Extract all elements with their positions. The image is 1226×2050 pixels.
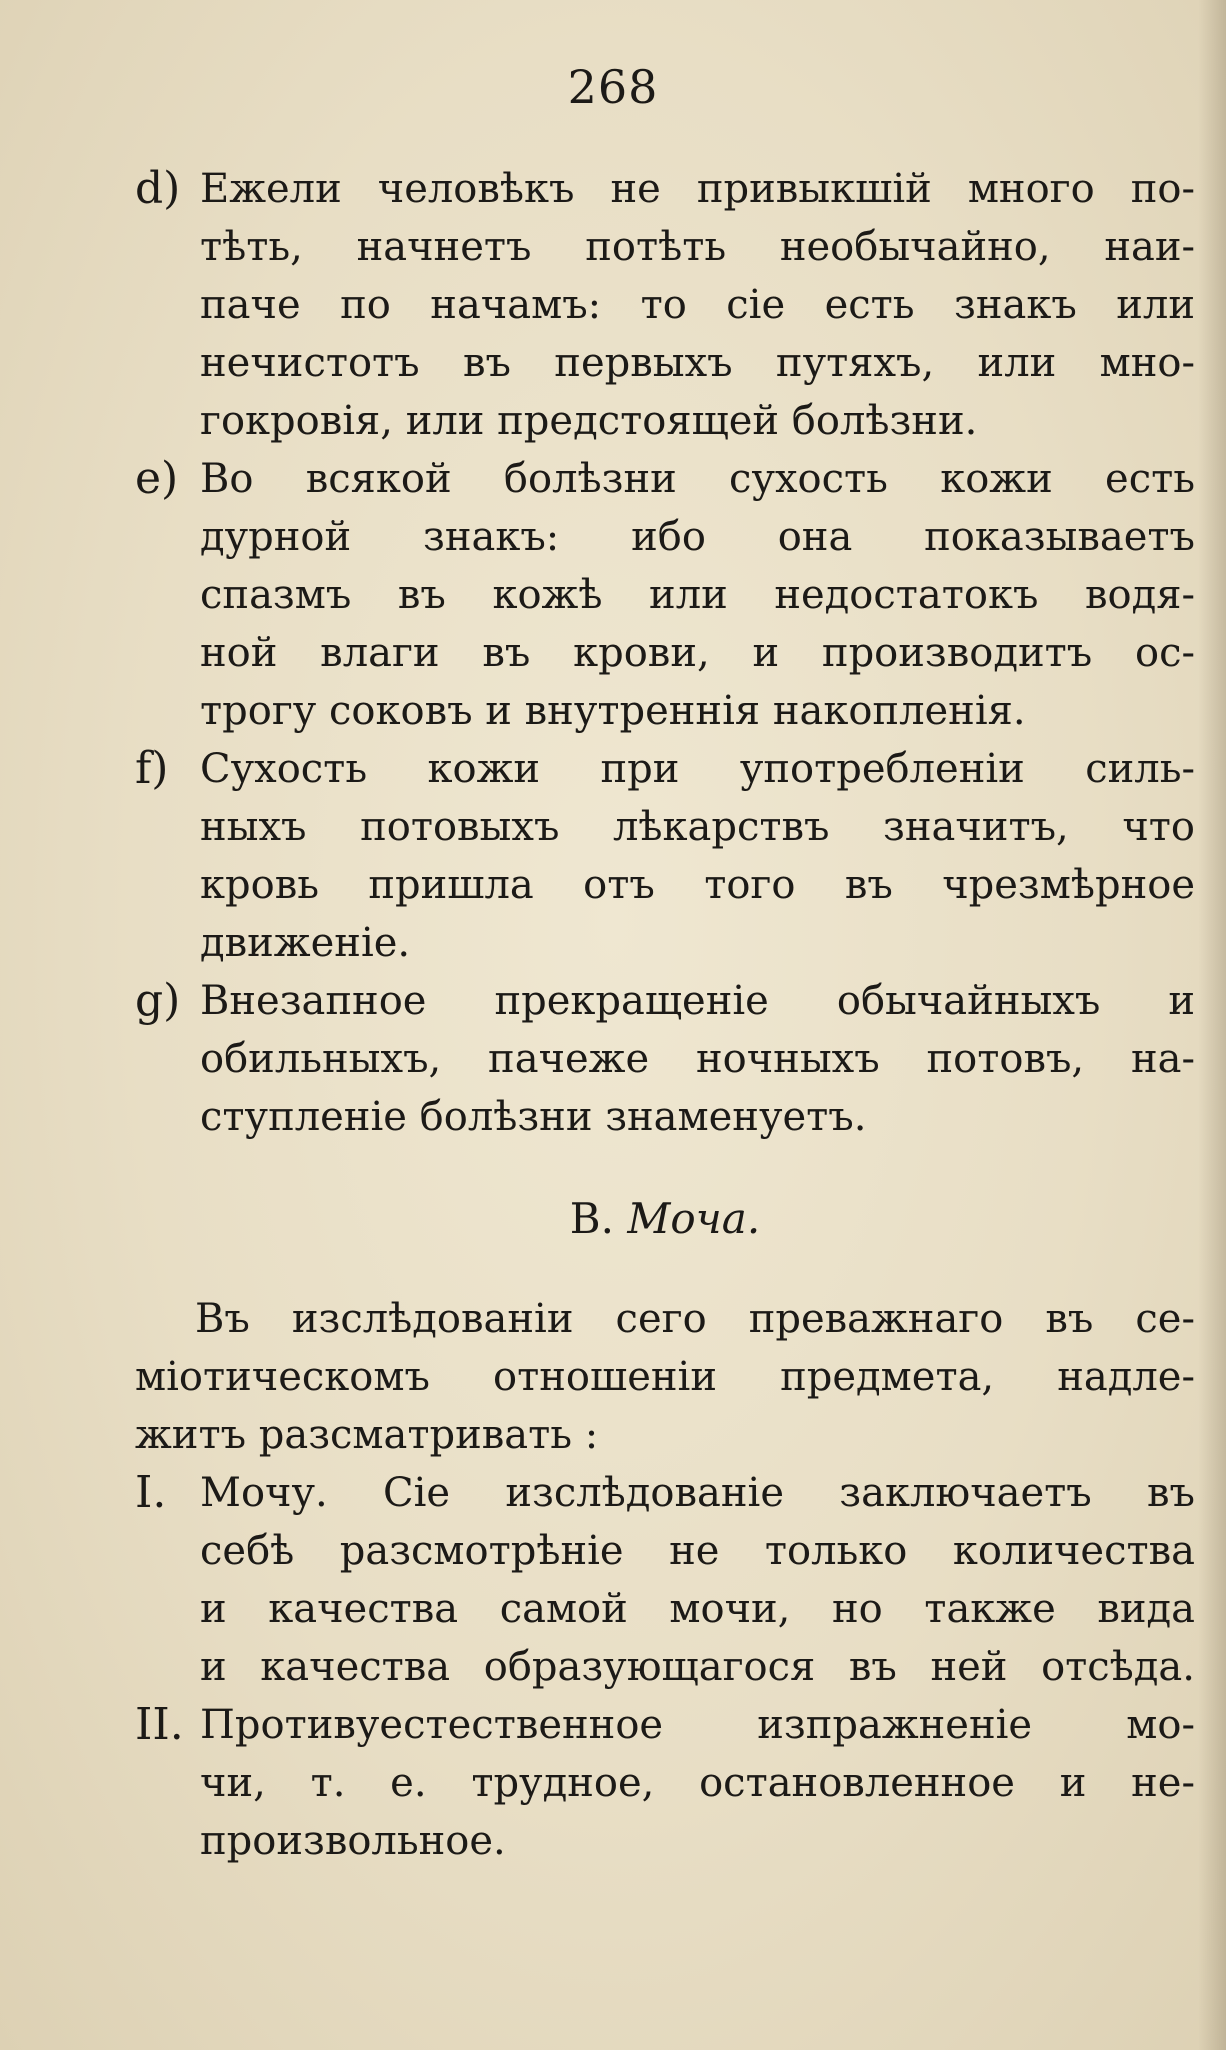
text-line: ступленіе болѣзни знаменуетъ. xyxy=(200,1094,867,1140)
entry-marker: f) xyxy=(135,743,169,794)
text-line: паче по начамъ: то сіе есть знакъ или xyxy=(200,282,1195,328)
text-line: гокровія, или предстоящей болѣзни. xyxy=(200,398,978,444)
text-line: кровь пришла отъ того въ чрезмѣрное xyxy=(200,862,1195,908)
entry-marker: g) xyxy=(135,975,181,1026)
text-line: произвольное. xyxy=(200,1818,506,1864)
text-line: Мочу. Сіе изслѣдованіе заключаетъ въ xyxy=(200,1470,1195,1516)
text-line: чи, т. е. трудное, остановленное и не- xyxy=(200,1760,1195,1806)
text-line: Во всякой болѣзни сухость кожи есть xyxy=(200,456,1195,502)
entry-e xyxy=(135,450,1195,740)
text-line: нечистотъ въ первыхъ путяхъ, или мно- xyxy=(200,340,1195,386)
text-line: движеніе. xyxy=(200,920,411,966)
page-edge-shadow xyxy=(1198,0,1226,2050)
intro-paragraph xyxy=(135,1290,1195,1464)
text-line: дурной знакъ: ибо она показываетъ xyxy=(200,514,1195,560)
entry-II xyxy=(135,1696,1195,1870)
text-line: ной влаги въ крови, и производитъ ос- xyxy=(200,630,1195,676)
text-line: спазмъ въ кожѣ или недостатокъ водя- xyxy=(200,572,1195,618)
entry-d xyxy=(135,160,1195,450)
section-letter: B. xyxy=(569,1194,615,1243)
text-line: и качества самой мочи, но также вида xyxy=(200,1586,1195,1632)
page-text xyxy=(135,160,1195,1870)
text-line: и качества образующагося въ ней отсѣда. xyxy=(200,1644,1195,1690)
text-line: Противуестественное изпражненіе мо- xyxy=(200,1702,1195,1748)
text-line: Въ изслѣдованіи сего преважнаго въ се- xyxy=(195,1296,1195,1342)
text-line: Внезапное прекращеніе обычайныхъ и xyxy=(200,978,1195,1024)
text-line: себѣ разсмотрѣніе не только количества xyxy=(200,1528,1195,1574)
text-line: обильныхъ, пачеже ночныхъ потовъ, на- xyxy=(200,1036,1195,1082)
text-line: трогу соковъ и внутреннія накопленія. xyxy=(200,688,1026,734)
entry-f xyxy=(135,740,1195,972)
text-line: Сухость кожи при употребленіи силь- xyxy=(200,746,1195,792)
entry-marker: I. xyxy=(135,1467,167,1518)
text-line: міотическомъ отношеніи предмета, надле- xyxy=(135,1354,1195,1400)
entry-I xyxy=(135,1464,1195,1696)
section-heading xyxy=(135,1190,1195,1248)
entry-marker: d) xyxy=(135,163,181,214)
text-line: ныхъ потовыхъ лѣкарствъ значитъ, что xyxy=(200,804,1195,850)
entry-marker: e) xyxy=(135,453,179,504)
entry-g xyxy=(135,972,1195,1146)
section-title: Моча. xyxy=(627,1194,761,1243)
text-line: Ежели человѣкъ не привыкшій много по- xyxy=(200,166,1195,212)
page-number: 268 xyxy=(567,60,659,114)
text-line: житъ разсматривать : xyxy=(135,1412,599,1458)
text-line: тѣть, начнетъ потѣть необычайно, наи- xyxy=(200,224,1195,270)
entry-marker: II. xyxy=(135,1699,184,1750)
